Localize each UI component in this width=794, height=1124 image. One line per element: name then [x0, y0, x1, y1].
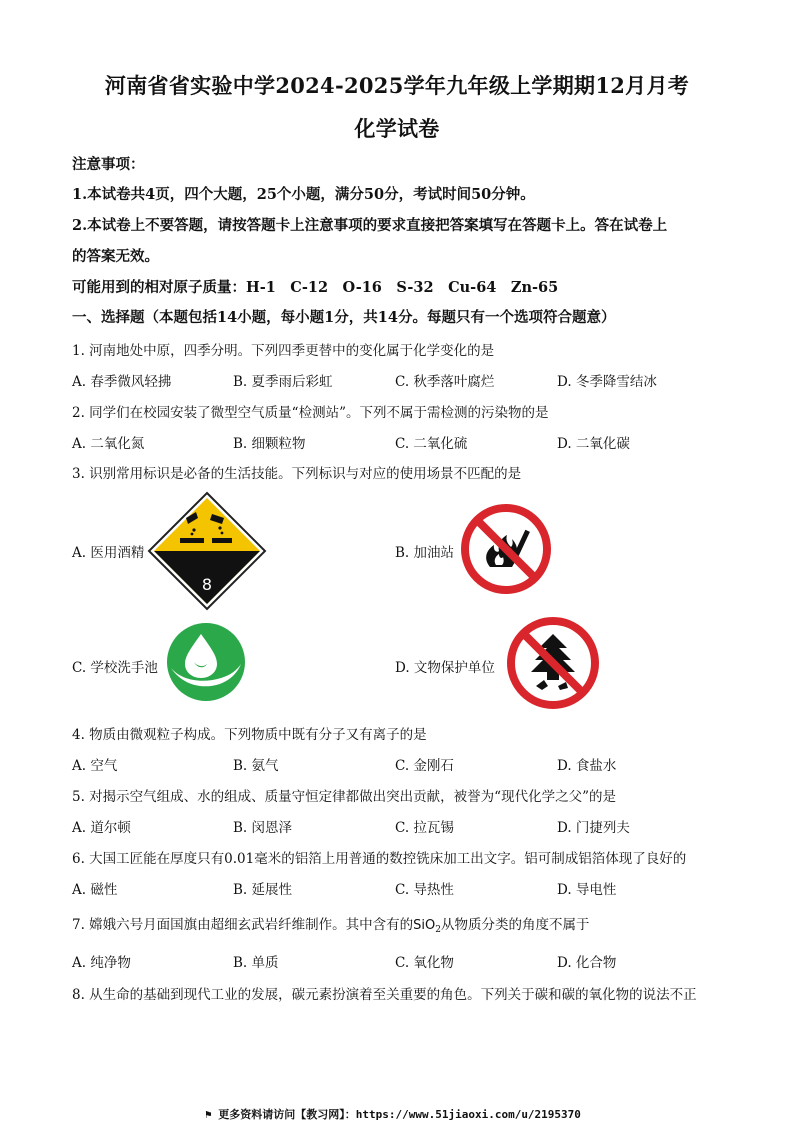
q1-option-c: C. 秋季落叶腐烂 [395, 374, 495, 390]
q2-option-b: B. 细颗粒物 [233, 436, 306, 452]
footer-link[interactable] [205, 1106, 581, 1122]
sio2-subscript: 2 [435, 925, 442, 935]
notes-heading: 注意事项： [72, 156, 145, 173]
q2-option-a: A. 二氧化氮 [72, 436, 145, 452]
q3-option-a: A. 医用酒精 [72, 545, 145, 561]
question-8-stem: 8. 从生命的基础到现代工业的发展，碳元素扮演着至关重要的角色。下列关于碳和碳的氧化物的说法不正 [72, 987, 697, 1003]
water-saving-sign-icon [163, 622, 249, 702]
q6-option-b: B. 延展性 [233, 882, 293, 898]
no-fire-sign-icon [460, 503, 552, 595]
q3-option-d: D. 文物保护单位 [395, 660, 495, 676]
q3-option-c: C. 学校洗手池 [72, 660, 158, 676]
q4-option-d: D. 食盐水 [557, 758, 617, 774]
atomic-masses: 可能用到的相对原子质量：H-1 C-12 O-16 S-32 Cu-64 Zn-65 [72, 279, 559, 296]
section-heading: 一、选择题（本题包括14小题，每小题1分，共14分。每题只有一个选项符合题意） [72, 309, 616, 326]
q1-option-d: D. 冬季降雪结冰 [557, 374, 657, 390]
question-2-stem: 2. 同学们在校园安装了微型空气质量“检测站”。下列不属于需检测的污染物的是 [72, 405, 549, 421]
q5-option-a: A. 道尔顿 [72, 820, 131, 836]
exam-title: 河南省省实验中学2024-2025学年九年级上学期期12月月考 [104, 73, 690, 98]
no-logging-sign-icon [506, 616, 600, 710]
question-7-stem [72, 913, 590, 935]
q1-option-b: B. 夏季雨后彩虹 [233, 374, 333, 390]
q4-option-a: A. 空气 [72, 758, 118, 774]
q6-option-c: C. 导热性 [395, 882, 454, 898]
q1-option-a: A. 春季微风轻拂 [72, 374, 172, 390]
q7-stem-pre: 7. 嫦娥六号月面国旗由超细玄武岩纤维制作。其中含有的 [72, 917, 414, 933]
q3-option-b: B. 加油站 [395, 545, 455, 561]
q4-option-c: C. 金刚石 [395, 758, 454, 774]
q2-option-c: C. 二氧化硫 [395, 436, 468, 452]
question-3-stem: 3. 识别常用标识是必备的生活技能。下列标识与对应的使用场景不匹配的是 [72, 466, 522, 482]
q6-option-a: A. 磁性 [72, 882, 118, 898]
q7-option-d: D. 化合物 [557, 955, 617, 971]
q7-option-b: B. 单质 [233, 955, 279, 971]
question-6-stem: 6. 大国工匠能在厚度只有0.01毫米的铝箔上用普通的数控铣床加工出文字。铝可制成铝箔体现了良好的 [72, 851, 687, 867]
notes-item-1: 1.本试卷共4页，四个大题，25个小题，满分50分，考试时间50分钟。 [72, 186, 535, 203]
q6-option-d: D. 导电性 [557, 882, 617, 898]
footer-text: 更多资料请访问【教习网】：https://www.51jiaoxi.com/u/2195370 [218, 1108, 581, 1121]
question-4-stem: 4. 物质由微观粒子构成。下列物质中既有分子又有离子的是 [72, 727, 427, 743]
sio2-formula: SiO [413, 918, 436, 933]
question-5-stem: 5. 对揭示空气组成、水的组成、质量守恒定律都做出突出贡献，被誉为“现代化学之父”的是 [72, 789, 616, 805]
q4-option-b: B. 氨气 [233, 758, 279, 774]
q5-option-d: D. 门捷列夫 [557, 820, 630, 836]
q7-option-c: C. 氧化物 [395, 955, 454, 971]
q5-option-c: C. 拉瓦锡 [395, 820, 454, 836]
notes-item-2: 2.本试卷上不要答题，请按答题卡上注意事项的要求直接把答案填写在答题卡上。答在试卷上 [72, 217, 668, 234]
q5-option-b: B. 闵恩泽 [233, 820, 293, 836]
q7-option-a: A. 纯净物 [72, 955, 131, 971]
corrosive-sign-icon [146, 490, 268, 612]
exam-subtitle: 化学试卷 [354, 116, 440, 141]
q2-option-d: D. 二氧化碳 [557, 436, 630, 452]
notes-item-2-cont: 的答案无效。 [72, 248, 159, 265]
q7-stem-post: 从物质分类的角度不属于 [441, 917, 590, 933]
corrosive-number: 8 [201, 575, 213, 594]
flag-icon: ⚑ [205, 1108, 212, 1121]
question-1-stem: 1. 河南地处中原，四季分明。下列四季更替中的变化属于化学变化的是 [72, 343, 495, 359]
